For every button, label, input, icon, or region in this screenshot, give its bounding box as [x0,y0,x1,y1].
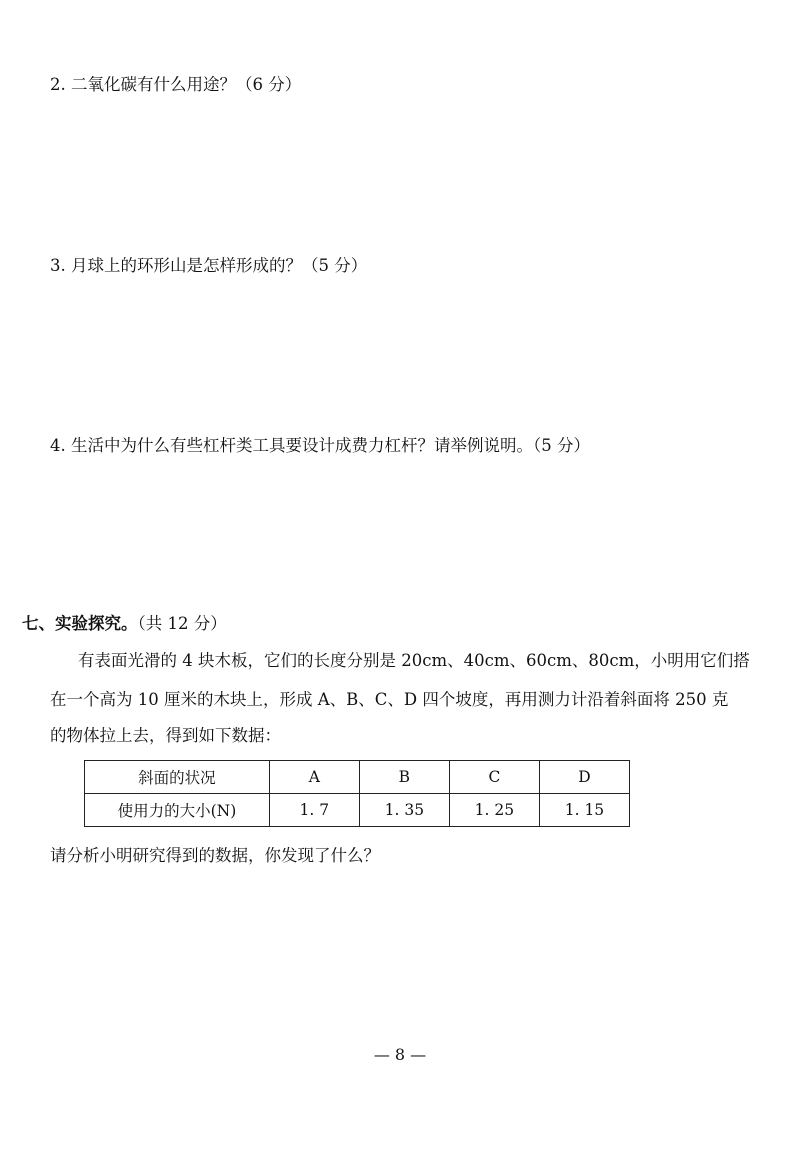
table-cell: 1. 7 [269,794,359,827]
section-title: 七、实验探究。 [22,614,138,633]
question-3: 3. 月球上的环形山是怎样形成的？（5 分） [50,256,368,275]
section-points: （共 12 分） [137,614,227,633]
paragraph-line-3: 的物体拉上去，得到如下数据： [50,726,281,745]
table-cell: 1. 25 [449,794,539,827]
question-2: 2. 二氧化碳有什么用途？（6 分） [50,75,302,94]
table-header-cell: A [269,761,359,794]
closing-question: 请分析小明研究得到的数据，你发现了什么？ [50,846,380,865]
table-cell: 1. 35 [359,794,449,827]
table-header-cell: D [539,761,629,794]
table-header-row [85,761,630,794]
table-header-cell: B [359,761,449,794]
table-header-cell: C [449,761,539,794]
page-number: — 8 — [373,1045,427,1064]
table-header-cell: 斜面的状况 [85,761,270,794]
table-cell: 使用力的大小(N) [85,794,270,827]
question-4: 4. 生活中为什么有些杠杆类工具要设计成费力杠杆？请举例说明。（5 分） [50,436,590,455]
table-cell: 1. 15 [539,794,629,827]
section-heading [22,612,227,636]
paragraph-line-2: 在一个高为 10 厘米的木块上，形成 A、B、C、D 四个坡度，再用测力计沿着斜面将 250 克 [50,690,729,709]
data-table [84,760,630,827]
paragraph-line-1: 有表面光滑的 4 块木板，它们的长度分别是 20cm、40cm、60cm、80cm，小明用它们搭 [78,651,750,670]
table-row [85,794,630,827]
